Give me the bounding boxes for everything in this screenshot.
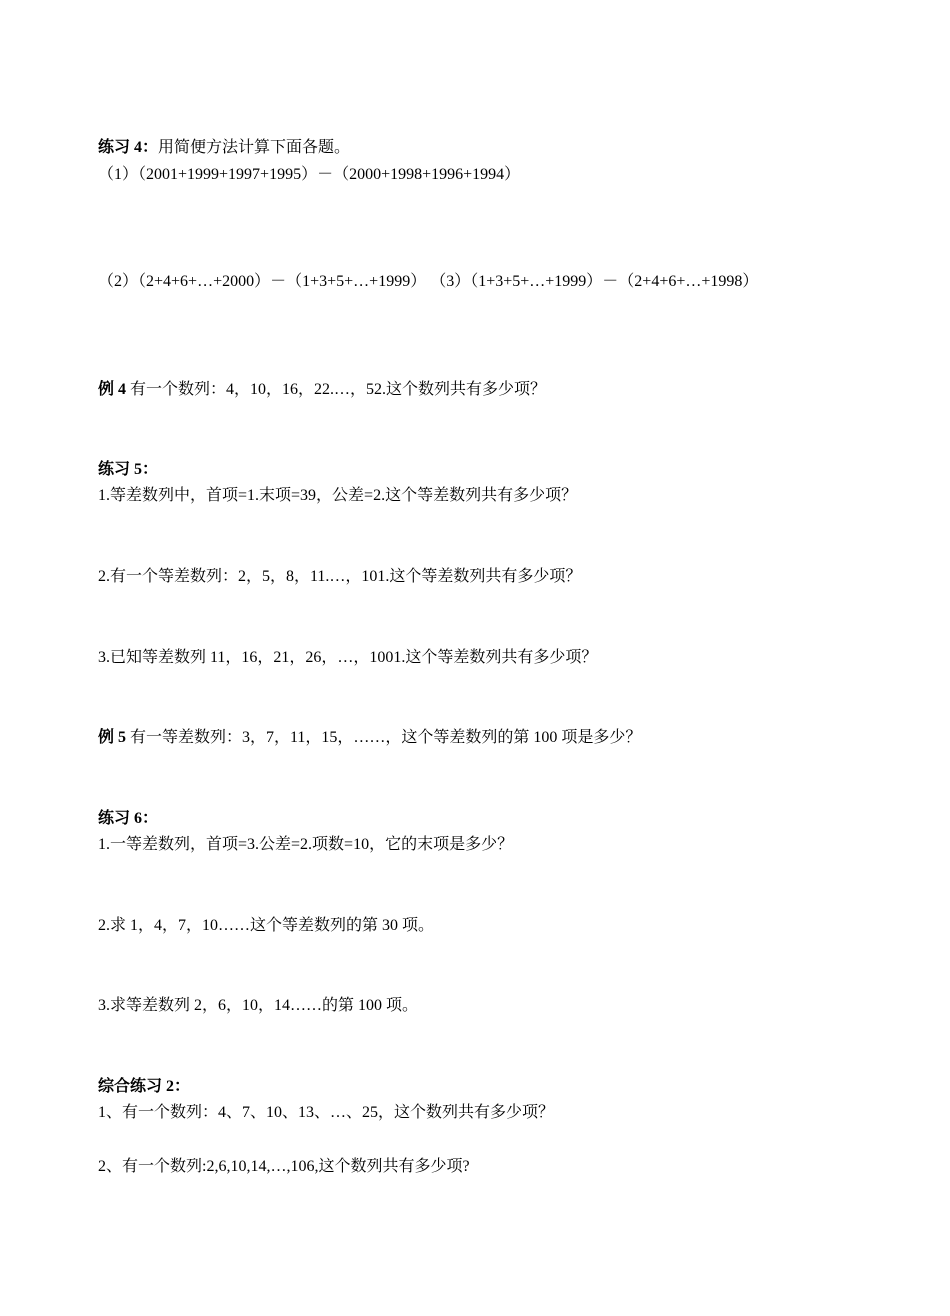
comprehensive-2-item-1: 1、有一个数列：4、7、10、13、…、25，这个数列共有多少项？ [98,1104,555,1121]
exercise-4-questions-2-3 [98,270,758,294]
example-5-label: 例 5 [98,729,127,746]
exercise-4-heading [98,136,350,160]
comprehensive-2-heading: 综合练习 2： [98,1078,191,1095]
exercise-4-question-3: （3）（1+3+5+…+1999）－（2+4+6+…+1998） [430,273,759,290]
exercise-5-item-1: 1.等差数列中，首项=1.末项=39，公差=2.这个等差数列共有多少项？ [98,487,578,504]
example-4-text: 有一个数列：4，10，16，22.…，52.这个数列共有多少项？ [126,381,547,398]
exercise-6-item-1: 1.一等差数列，首项=3.公差=2.项数=10，它的末项是多少？ [98,836,514,853]
exercise-6-heading: 练习 6： [98,810,159,827]
exercise-5-heading: 练习 5： [98,461,159,478]
exercise-6-item-3: 3.求等差数列 2，6，10，14……的第 100 项。 [98,997,419,1014]
exercise-6-item-2: 2.求 1，4，7，10……这个等差数列的第 30 项。 [98,917,435,934]
exercise-5-item-3: 3.已知等差数列 11，16，21，26，…，1001.这个等差数列共有多少项？ [98,649,598,666]
example-4-label: 例 4 [98,381,127,398]
example-5-text: 有一等差数列：3，7，11，15，……，这个等差数列的第 100 项是多少？ [126,729,642,746]
exercise-4-question-1: （1）（2001+1999+1997+1995）－（2000+1998+1996+1994） [98,166,521,183]
exercise-4-label: 练习 4： [98,139,159,156]
exercise-4-question-2: （2）（2+4+6+…+2000）－（1+3+5+…+1999） [98,273,427,290]
example-5 [98,726,641,750]
example-4 [98,378,546,402]
comprehensive-2-item-2: 2、有一个数列:2,6,10,14,…,106,这个数列共有多少项? [98,1158,470,1175]
exercise-5-item-2: 2.有一个等差数列：2，5，8，11.…，101.这个等差数列共有多少项？ [98,568,582,585]
exercise-4-instruction: 用简便方法计算下面各题。 [158,139,351,156]
